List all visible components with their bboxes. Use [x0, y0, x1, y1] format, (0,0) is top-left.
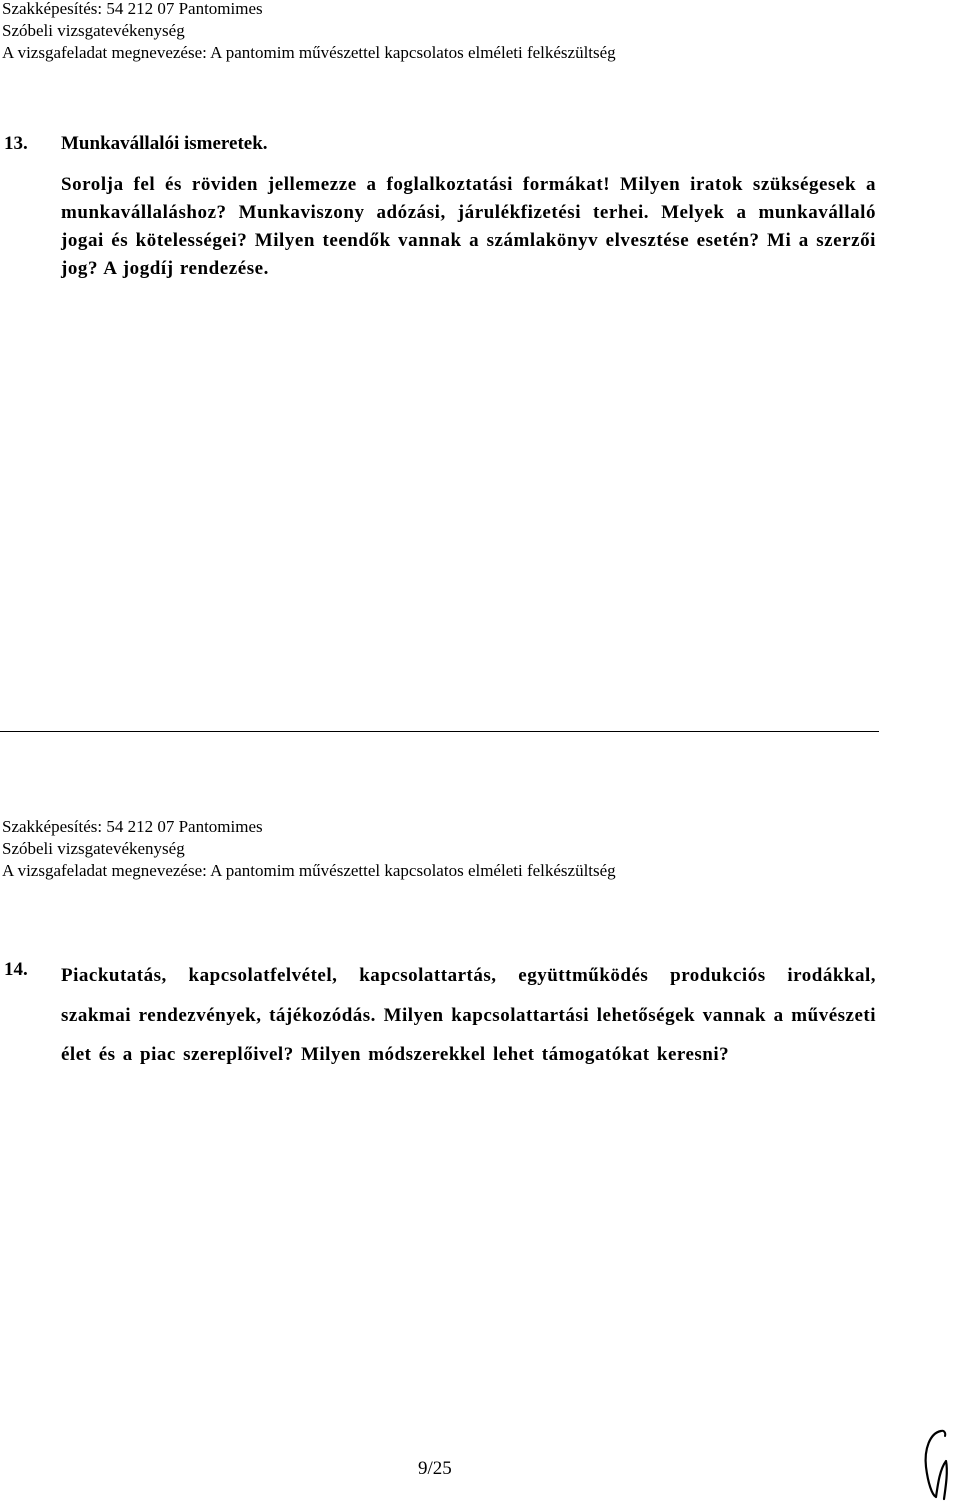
page-number: 9/25 [418, 1458, 452, 1479]
header-qualification: Szakképesítés: 54 212 07 Pantomimes [2, 817, 263, 836]
header-task-name: A vizsgafeladat megnevezése: A pantomim művészettel kapcsolatos elméleti felkészültség [2, 861, 616, 880]
header-qualification: Szakképesítés: 54 212 07 Pantomimes [2, 0, 263, 18]
section-14-text: Piackutatás, kapcsolatfelvétel, kapcsolattartás, együttműködés produkciós irodákkal, szakmai rendezvények, tájékozódás. Milyen kapcsolattartási lehetőségek vannak a művészeti élet és a piac szereplőivel? Milyen módszerekkel lehet támogatókat keresni? [61, 965, 876, 1065]
header-activity: Szóbeli vizsgatevékenység [2, 839, 185, 858]
section-13-number: 13. [4, 133, 28, 154]
section-13-title: Munkavállalói ismeretek. [61, 133, 268, 154]
section-14-number: 14. [4, 959, 28, 980]
page-header-second [2, 816, 616, 882]
page-divider [0, 731, 879, 732]
signature-mark [918, 1423, 960, 1503]
header-activity: Szóbeli vizsgatevékenység [2, 21, 185, 40]
header-task-name: A vizsgafeladat megnevezése: A pantomim művészettel kapcsolatos elméleti felkészültség [2, 43, 616, 62]
section-13-text: Sorolja fel és röviden jellemezze a foglalkoztatási formákat! Milyen iratok szükségesek a munkavállaláshoz? Munkaviszony adózási, járulékfizetési terhei. Melyek a munkavállaló jogai és kötelességei? Milyen teendők vannak a számlakönyv elvesztése esetén? Mi a szerzői jog? A jogdíj rendezése. [61, 174, 876, 279]
page-header-top [2, 0, 616, 64]
